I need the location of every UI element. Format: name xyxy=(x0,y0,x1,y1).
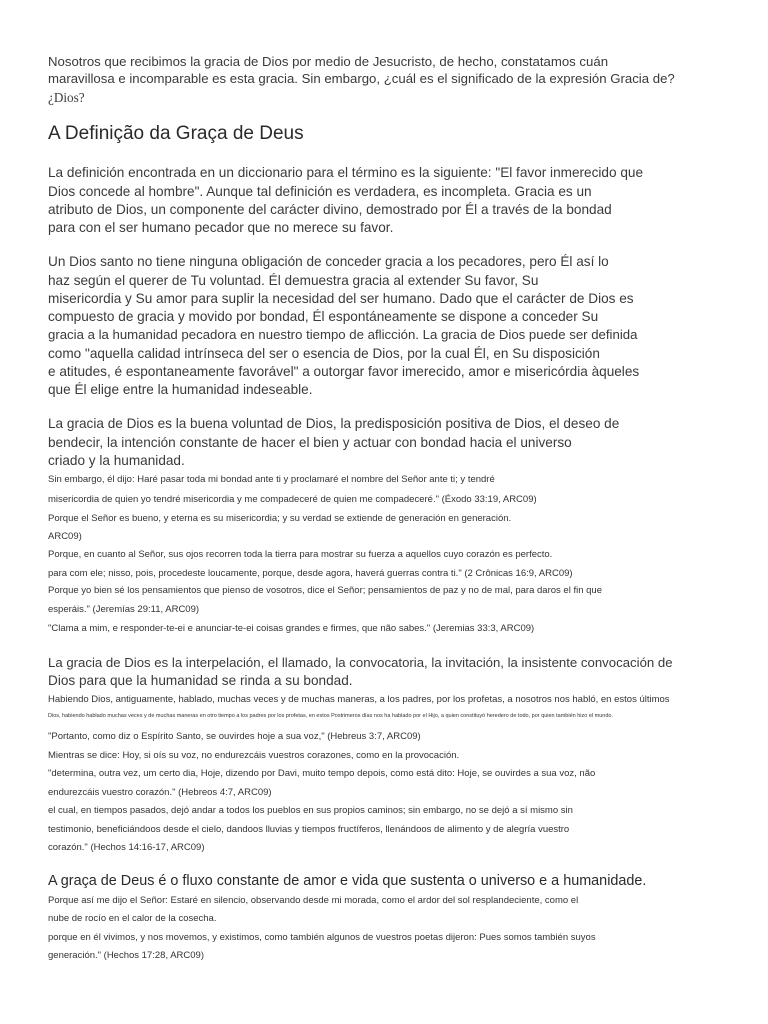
verse-line: para com ele; nisso, pois, procedeste loucamente, porque, desde agora, haverá guerras contra ti." (2 Crônicas 16:9, ARC09) xyxy=(48,568,573,579)
verse-line: Porque, en cuanto al Señor, sus ojos recorren toda la tierra para mostrar su fuerza a aquellos cuyo corazón es perfecto. xyxy=(48,549,553,560)
paragraph-line: misericordia y Su amor para suplir la necesidad del ser humano. Dado que el carácter de Dios es xyxy=(48,291,634,306)
paragraph-line: Dios concede al hombre". Aunque tal definición es verdadera, es incompleta. Gracia es un xyxy=(48,184,592,199)
paragraph-line: para con el ser humano pecador que no merece su favor. xyxy=(48,220,394,235)
paragraph-line: gracia a la humanidad pecadora en nuestro tiempo de aflicción. La gracia de Dios puede ser definida xyxy=(48,327,638,342)
paragraph-line: haz según el querer de Tu voluntad. Él demuestra gracia al extender Su favor, Su xyxy=(48,273,539,288)
verse-line: "Portanto, como diz o Espírito Santo, se ouvirdes hoje a sua voz," (Hebreus 3:7, ARC09) xyxy=(48,731,421,742)
verse-line: ARC09) xyxy=(48,531,82,542)
paragraph-line: Dios para que la humanidad se rinda a su bondad. xyxy=(48,673,353,688)
verse-line: Porque así me dijo el Señor: Estaré en silencio, observando desde mi morada, como el ardor del sol resplandeciente, como el xyxy=(48,895,579,906)
verse-line: "determina, outra vez, um certo dia, Hoje, dizendo por Davi, muito tempo depois, como está dito: Hoje, se ouvirdes a sua voz, não xyxy=(48,768,596,779)
intro-line-1: Nosotros que recibimos la gracia de Dios por medio de Jesucristo, de hecho, constatamos cuán xyxy=(48,54,609,69)
verse-line: nube de rocío en el calor de la cosecha. xyxy=(48,913,217,924)
intro-line-2: maravillosa e incomparable es esta gracia. Sin embargo, ¿cuál es el significado de la expresión Gracia de? xyxy=(48,71,675,86)
verse-line: Mientras se dice: Hoy, si oís su voz, no endurezcáis vuestros corazones, como en la provocación. xyxy=(48,750,460,761)
verse-line-small: Dios, habiendo hablado muchas veces y de muchas maneras en otro tiempo a los padres por los profetas, en estos Postrimeros días nos ha hablado por el Hijo, a quien constituyó heredero de todo, por quien también hizo el mundo. xyxy=(48,713,614,719)
paragraph-line: La definición encontrada en un diccionario para el término es la siguiente: "El favor inmerecido que xyxy=(48,165,643,180)
verse-line: corazón." (Hechos 14:16-17, ARC09) xyxy=(48,842,205,853)
section-heading: A graça de Deus é o fluxo constante de amor e vida que sustenta o universo e a humanidade. xyxy=(48,873,647,889)
verse-line: Sin embargo, él dijo: Haré pasar toda mi bondad ante ti y proclamaré el nombre del Señor ante ti; y tendré xyxy=(48,474,495,485)
paragraph-line: atributo de Dios, un componente del carácter divino, demostrado por Él a través de la bondad xyxy=(48,202,612,217)
intro-line-3: ¿Dios? xyxy=(48,90,85,105)
paragraph-line: Un Dios santo no tiene ninguna obligación de conceder gracia a los pecadores, pero Él así lo xyxy=(48,254,609,269)
verse-line: misericordia de quien yo tendré misericordia y me compadeceré de quien me compadeceré." (Éxodo 33:19, ARC09) xyxy=(48,494,537,505)
verse-line: endurezcáis vuestro corazón." (Hebreos 4:7, ARC09) xyxy=(48,787,272,798)
paragraph-line: La gracia de Dios es la interpelación, el llamado, la convocatoria, la invitación, la insistente convocación de xyxy=(48,655,673,670)
paragraph-line: como "aquella calidad intrínseca del ser o esencia de Dios, por la cual Él, en Su disposición xyxy=(48,346,600,361)
verse-line: el cual, en tiempos pasados, dejó andar a todos los pueblos en sus propios caminos; sin embargo, no se dejó a sí mismo sin xyxy=(48,805,573,816)
paragraph-line: bendecir, la intención constante de hacer el bien y actuar con bondad hacia el universo xyxy=(48,435,572,450)
verse-line: esperáis." (Jeremías 29:11, ARC09) xyxy=(48,604,200,615)
verse-line: "Clama a mim, e responder-te-ei e anunciar-te-ei coisas grandes e firmes, que não sabes." (Jeremias 33:3, ARC09) xyxy=(48,623,535,634)
verse-line: generación." (Hechos 17:28, ARC09) xyxy=(48,950,204,961)
page-title: A Definição da Graça de Deus xyxy=(48,123,304,144)
verse-line: testimonio, beneficiándoos desde el cielo, dandoos lluvias y tiempos fructíferos, llenándoos de alimento y de alegría vuestro xyxy=(48,824,570,835)
verse-line: Habiendo Dios, antiguamente, hablado, muchas veces y de muchas maneras, a los padres, por los profetas, a nosotros nos habló, en estos últimos xyxy=(48,694,670,705)
verse-line: Porque yo bien sé los pensamientos que pienso de vosotros, dice el Señor; pensamientos de paz y no de mal, para daros el fin que xyxy=(48,585,602,596)
paragraph-line: que Él elige entre la humanidad indeseable. xyxy=(48,382,313,397)
paragraph-line: compuesto de gracia y movido por bondad, Él espontáneamente se dispone a conceder Su xyxy=(48,309,599,324)
paragraph-line: e atitudes, é espontaneamente favorável" a outorgar favor imerecido, amor e misericórdia àqueles xyxy=(48,364,640,379)
verse-line: Porque el Señor es bueno, y eterna es su misericordia; y su verdad se extiende de generación en generación. xyxy=(48,513,512,524)
paragraph-line: La gracia de Dios es la buena voluntad de Dios, la predisposición positiva de Dios, el deseo de xyxy=(48,416,620,431)
paragraph-line: criado y la humanidad. xyxy=(48,453,185,468)
verse-line: porque en él vivimos, y nos movemos, y existimos, como también algunos de vuestros poetas dijeron: Pues somos también suyos xyxy=(48,932,596,943)
